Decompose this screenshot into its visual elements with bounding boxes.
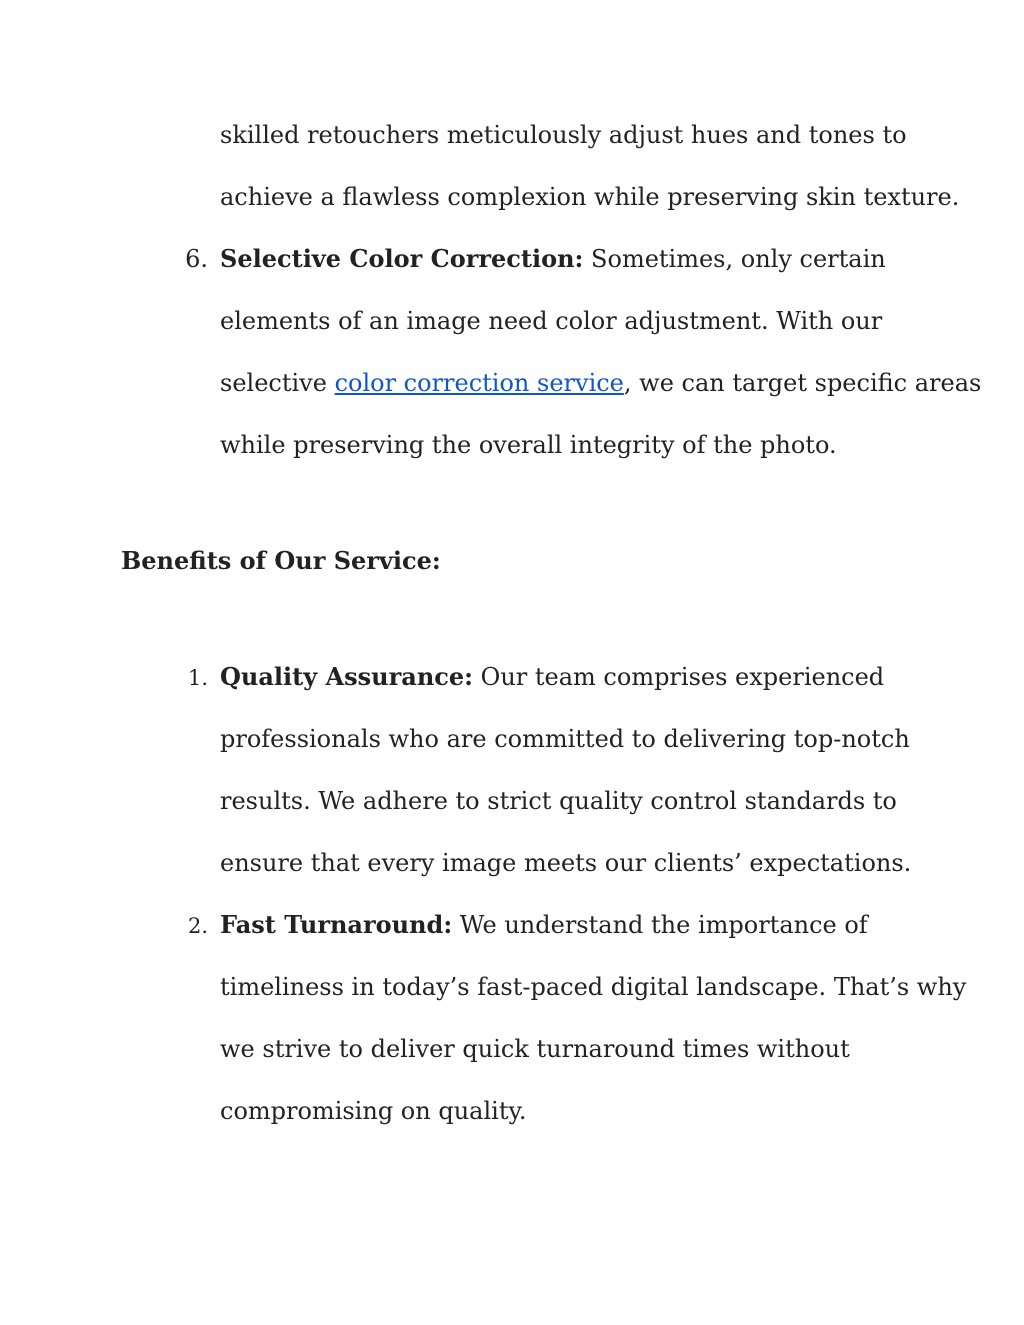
list-item-title: Fast Turnaround: — [220, 910, 453, 939]
paragraph-text: , we can target specific areas — [623, 369, 982, 397]
paragraph-line: achieve a flawless complexion while preserving skin texture. — [220, 183, 960, 211]
list-number: 2. — [187, 914, 208, 938]
list-item-title: Quality Assurance: — [220, 662, 474, 691]
paragraph-line: professionals who are committed to delivering top-notch — [220, 725, 910, 753]
list-item-title: Selective Color Correction: — [220, 244, 584, 273]
list-item-quality-assurance — [220, 662, 884, 692]
paragraph-line — [220, 368, 981, 398]
paragraph-line: elements of an image need color adjustment. With our — [220, 307, 883, 335]
list-number: 1. — [187, 666, 208, 690]
list-number: 6. — [185, 245, 208, 273]
paragraph-line: compromising on quality. — [220, 1097, 527, 1125]
list-item-fast-turnaround — [220, 910, 868, 940]
section-heading: Benefits of Our Service: — [121, 546, 441, 575]
paragraph-line: results. We adhere to strict quality control standards to — [220, 787, 897, 815]
paragraph-line: while preserving the overall integrity of the photo. — [220, 431, 837, 459]
list-item-selective-color-correction — [220, 244, 886, 274]
color-correction-service-link[interactable]: color correction service — [334, 369, 624, 397]
paragraph-text: selective — [220, 369, 335, 397]
list-item-text: We understand the importance of — [452, 911, 868, 939]
list-item-text: Sometimes, only certain — [583, 245, 886, 273]
paragraph-line: timeliness in today’s fast-paced digital landscape. That’s why — [220, 973, 967, 1001]
paragraph-line: skilled retouchers meticulously adjust hues and tones to — [220, 121, 907, 149]
paragraph-line: we strive to deliver quick turnaround times without — [220, 1035, 850, 1063]
paragraph-line: ensure that every image meets our clients’ expectations. — [220, 849, 912, 877]
list-item-text: Our team comprises experienced — [473, 663, 885, 691]
